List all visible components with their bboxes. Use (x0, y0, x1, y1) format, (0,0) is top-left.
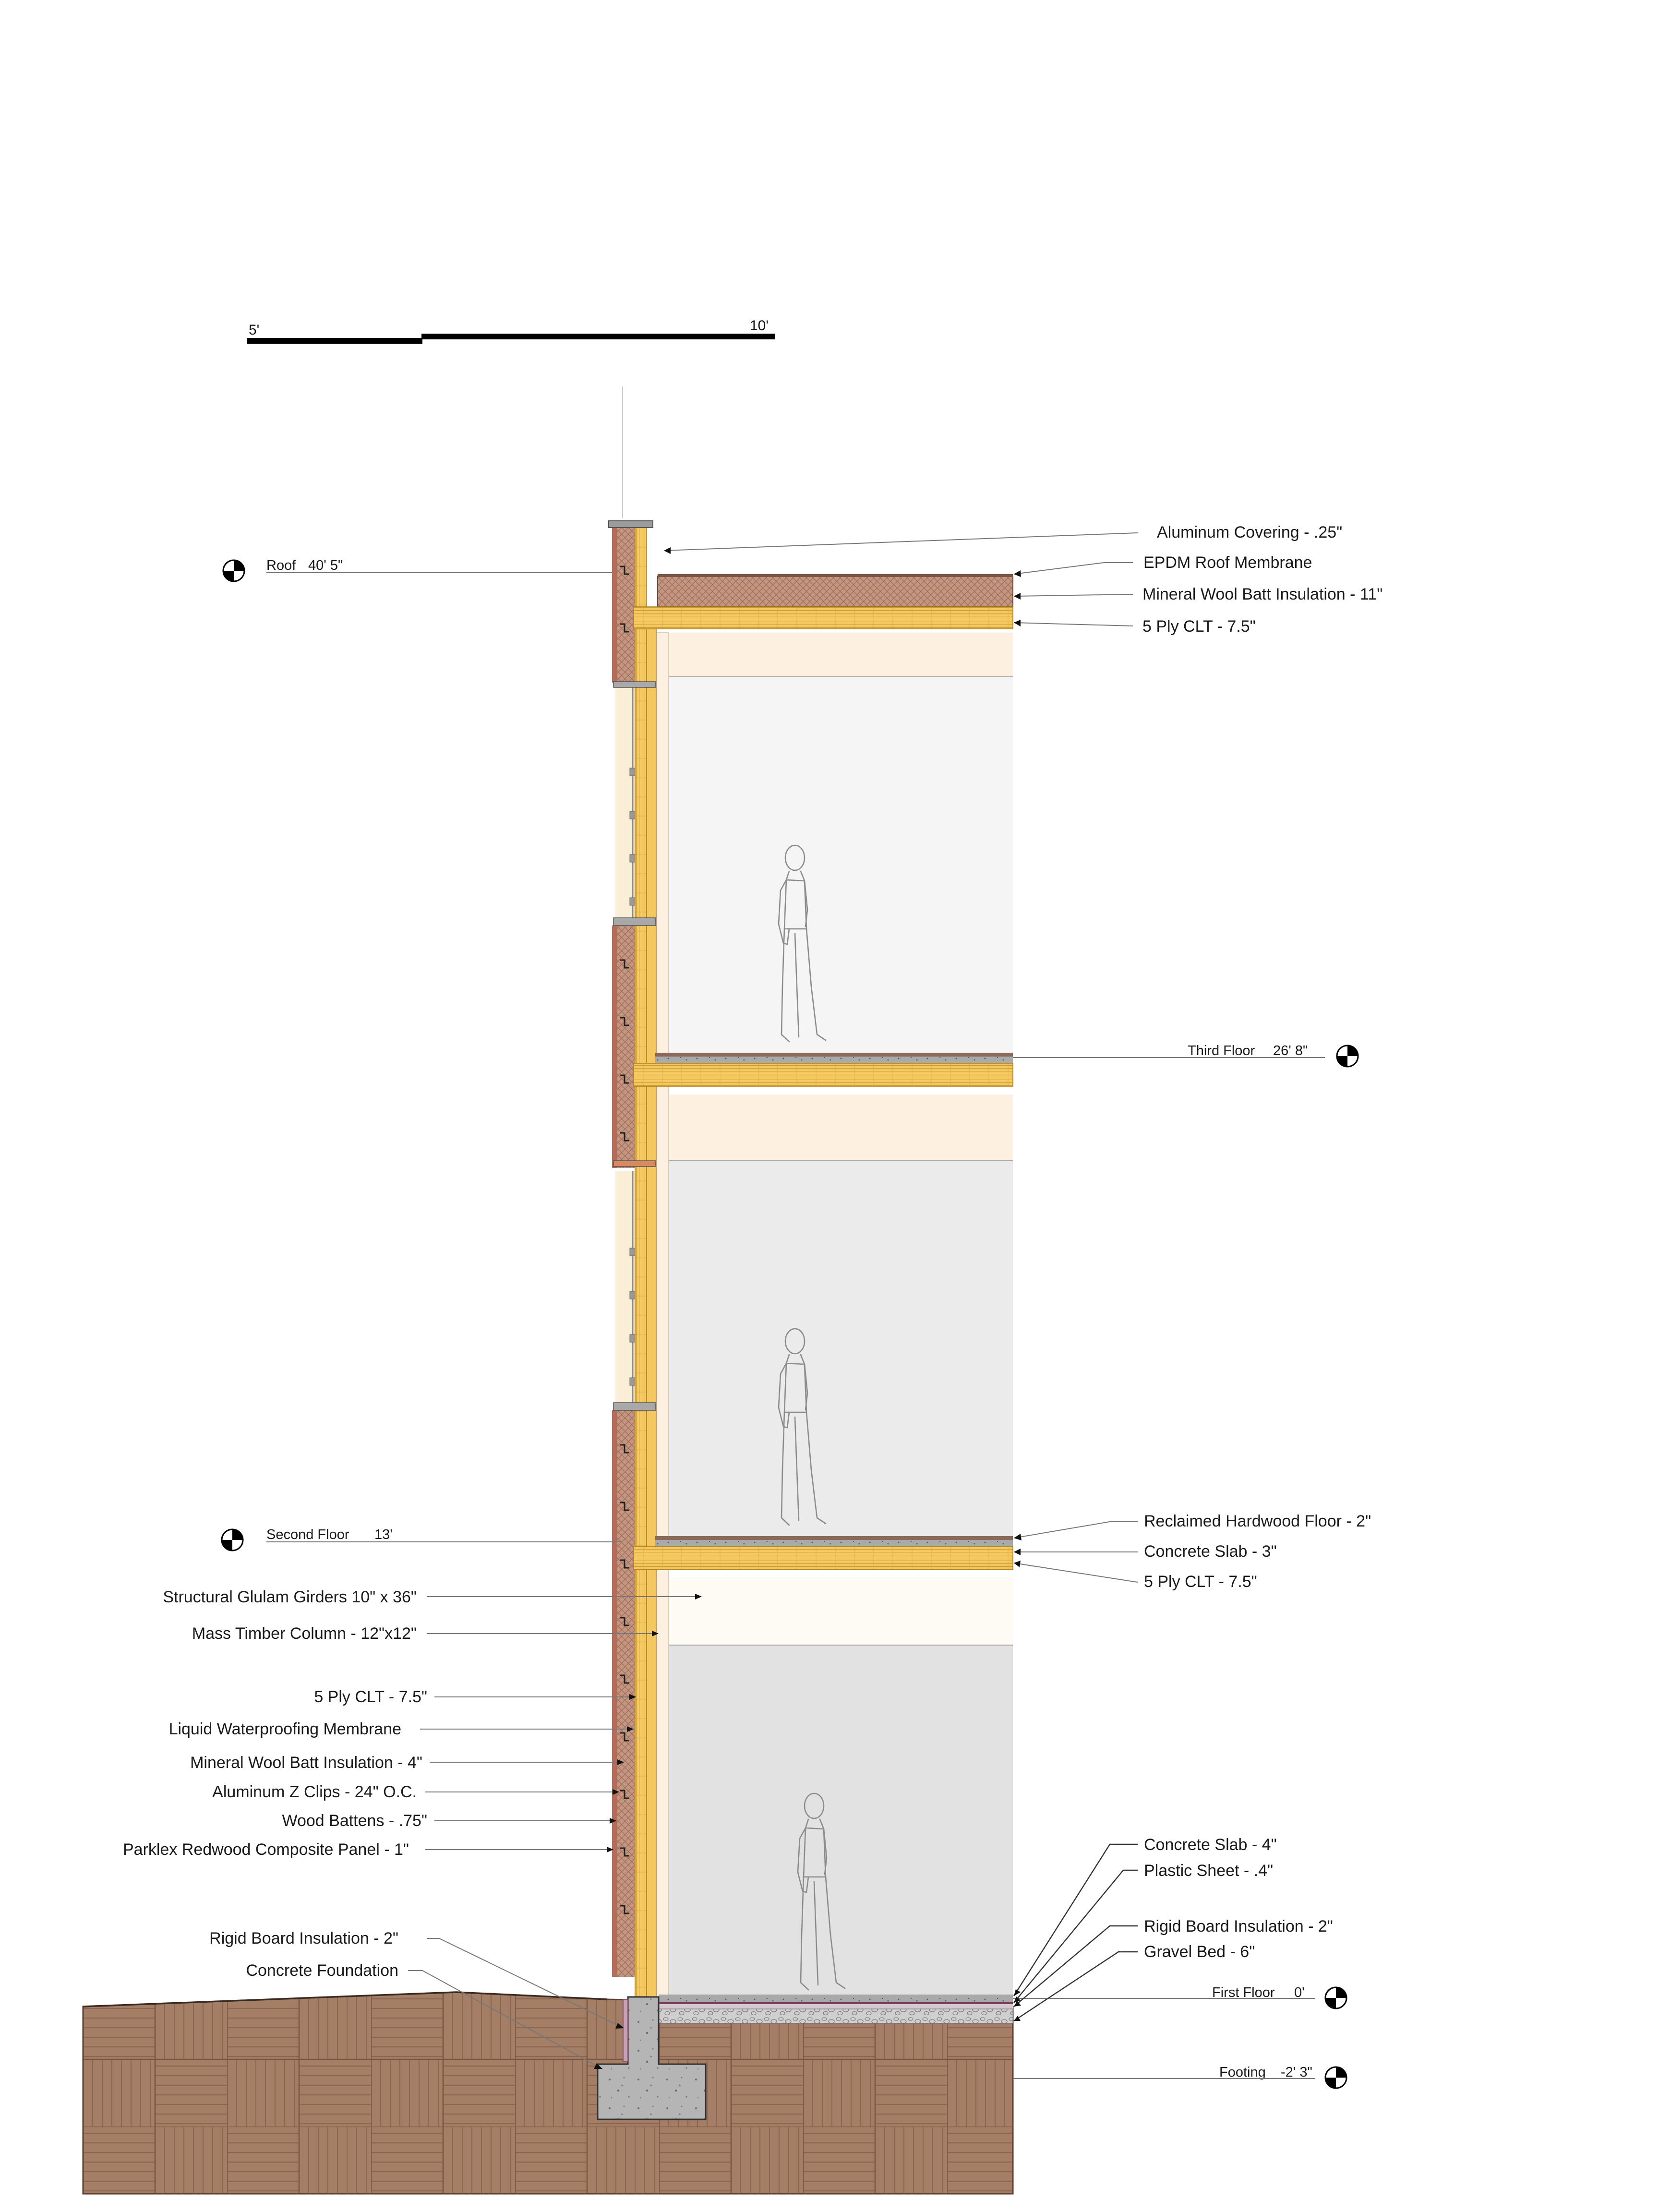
callout-hardwood-floor: Reclaimed Hardwood Floor - 2" (1144, 1512, 1371, 1530)
level-name-footing: Footing (1219, 2065, 1266, 2080)
level-marker-second-floor (222, 1527, 622, 1551)
ground-rigid-insulation (659, 2004, 1013, 2009)
callout-concrete-foundation: Concrete Foundation (246, 1961, 398, 1980)
interior-wall-finish (655, 633, 669, 1999)
aluminum-covering-cap (609, 521, 653, 528)
window-head-third (613, 918, 656, 926)
second-floor-slab (655, 1540, 1013, 1547)
clt-wall-panel (635, 524, 647, 1999)
callout-glulam-girders: Structural Glulam Girders 10" x 36" (163, 1588, 417, 1606)
mass-timber-column (647, 624, 656, 1999)
second-floor-clt (634, 1547, 1013, 1570)
level-elevation-footing: -2' 3" (1281, 2065, 1312, 2080)
scale-bar-start-label: 5' (249, 322, 260, 338)
callout-plastic-sheet: Plastic Sheet - .4" (1144, 1862, 1274, 1880)
level-name-third-floor: Third Floor (1188, 1043, 1255, 1058)
third-floor-slab (655, 1057, 1013, 1063)
level-name-second-floor: Second Floor (266, 1527, 349, 1542)
callout-slab-rigid-insulation: Rigid Board Insulation - 2" (1144, 1917, 1333, 1936)
roof-clt-slab (634, 607, 1013, 629)
roof-insulation (658, 576, 1013, 607)
level-marker-footing (1013, 2065, 1346, 2088)
gravel-bed (659, 2009, 1013, 2023)
third-floor-room (669, 678, 1013, 1056)
second-floor-ceiling-zone (669, 1577, 1013, 1645)
third-floor-clt (634, 1063, 1013, 1086)
callout-epdm-membrane: EPDM Roof Membrane (1143, 553, 1312, 572)
epdm-membrane (658, 574, 1013, 577)
level-name-first-floor: First Floor (1212, 1985, 1275, 2000)
level-marker-third-floor (1013, 1043, 1358, 1067)
foundation-rigid-insulation (623, 1999, 628, 2062)
callout-wall-insulation: Mineral Wool Batt Insulation - 4" (190, 1754, 422, 1772)
ground-concrete-slab (659, 1995, 1013, 2002)
scale-bar-end-label: 10' (750, 318, 769, 334)
callout-wall-clt: 5 Ply CLT - 7.5" (314, 1688, 427, 1706)
plastic-sheet (659, 2002, 1013, 2004)
second-floor-hardwood (655, 1536, 1013, 1540)
window-sill-roof (613, 682, 656, 687)
third-floor-hardwood (655, 1053, 1013, 1057)
callout-foundation-insulation: Rigid Board Insulation - 2" (209, 1929, 398, 1948)
callout-z-clips: Aluminum Z Clips - 24" O.C. (212, 1783, 417, 1801)
callout-gravel-bed: Gravel Bed - 6" (1144, 1943, 1255, 1961)
scale-bar-segment-thin (247, 338, 422, 344)
second-floor-room (669, 1161, 1013, 1540)
level-elevation-roof: 40' 5" (308, 558, 343, 573)
callout-floor-clt: 5 Ply CLT - 7.5" (1144, 1573, 1257, 1591)
scale-bar-segment-thick (421, 334, 775, 339)
third-floor-ceiling-zone (669, 1094, 1013, 1160)
callout-aluminum-covering: Aluminum Covering - .25" (1157, 523, 1343, 541)
callout-waterproofing: Liquid Waterproofing Membrane (168, 1720, 401, 1738)
callout-roof-insulation: Mineral Wool Batt Insulation - 11" (1142, 585, 1383, 603)
floor-callouts (1014, 1512, 1371, 1591)
callout-concrete-slab-3: Concrete Slab - 3" (1144, 1542, 1277, 1561)
callout-wood-battens: Wood Battens - .75" (282, 1812, 427, 1830)
callout-roof-clt: 5 Ply CLT - 7.5" (1142, 617, 1256, 636)
first-floor-room (669, 1646, 1013, 1995)
slab-callouts (1014, 1836, 1333, 2021)
callout-concrete-slab-4: Concrete Slab - 4" (1144, 1836, 1277, 1854)
level-elevation-second-floor: 13' (374, 1527, 393, 1542)
window-sill-third (613, 1161, 656, 1166)
callout-redwood-panel: Parklex Redwood Composite Panel - 1" (122, 1840, 409, 1859)
roof-ceiling-zone (669, 633, 1013, 677)
level-elevation-third-floor: 26' 8" (1273, 1043, 1308, 1058)
window-head-second (613, 1403, 656, 1410)
level-name-roof: Roof (266, 558, 296, 573)
callout-timber-column: Mass Timber Column - 12"x12" (192, 1624, 417, 1643)
level-elevation-first-floor: 0' (1294, 1985, 1305, 2000)
scale-bar (247, 318, 775, 344)
level-marker-roof (223, 558, 612, 581)
